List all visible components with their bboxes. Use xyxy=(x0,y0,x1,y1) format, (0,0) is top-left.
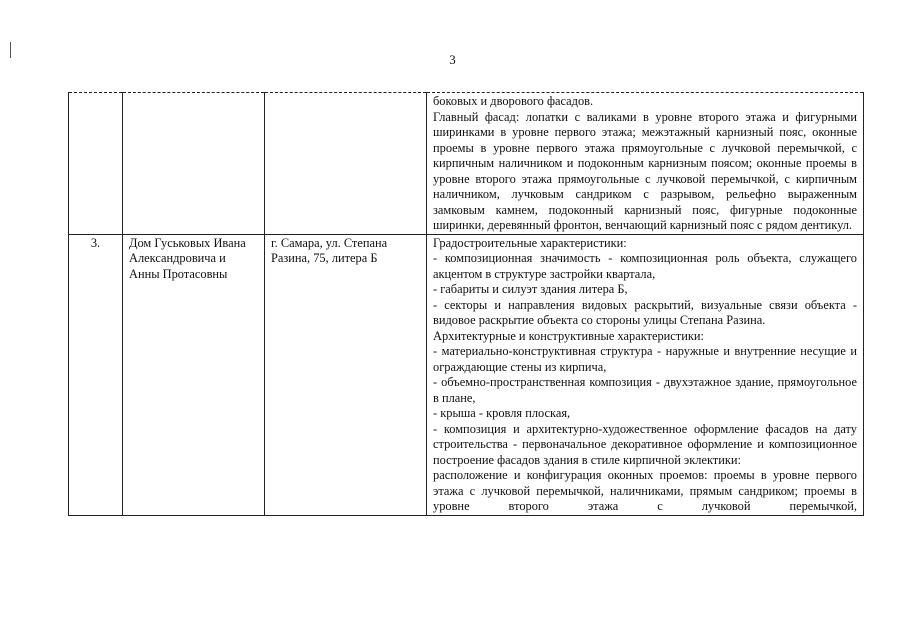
description-paragraph: - объемно-пространственная композиция - двухэтажное здание, прямоугольное в плане, xyxy=(433,375,857,405)
row-number xyxy=(69,93,123,235)
object-description xyxy=(427,234,864,515)
description-paragraph: - материально-конструктивная структура - наружные и внутренние несущие и ограждающие стены из кирпича, xyxy=(433,344,857,374)
description-paragraph: - габариты и силуэт здания литера Б, xyxy=(433,282,628,296)
description-paragraph: Главный фасад: лопатки с валиками в уровне второго этажа и фигурными ширинками в уровне первого этажа; межэтажный карнизный пояс, оконные проемы в уровне первого этажа прямоугольные с лучковой перемычкой, с кирпичным наличником и подоконным карнизным поясом; оконные проемы в уровне второго этажа прямоугольные с лучковой перемычкой, с кирпичным наличником, лучковым сандриком с разрывом, рельефно выраженным замковым камнем, подоконный карнизный пояс, фигурные подоконные ширинки, деревянный фронтон, венчающий карнизный пояс с рядом дентикул. xyxy=(433,109,857,232)
description-paragraph: Архитектурные и конструктивные характеристики: xyxy=(433,328,704,343)
object-address xyxy=(265,93,427,235)
row-number: 3. xyxy=(69,234,123,515)
object-address: г. Самара, ул. Степана Разина, 75, литера Б xyxy=(265,234,427,515)
object-description xyxy=(427,93,864,235)
object-name: Дом Гуськовых Ивана Александровича и Анны Протасовны xyxy=(123,234,265,515)
page-number: 3 xyxy=(449,52,456,67)
description-paragraph: Градостроительные характеристики: xyxy=(433,235,627,250)
table-row xyxy=(69,234,864,515)
description-paragraph: - секторы и направления видовых раскрытий, визуальные связи объекта - видовое раскрытие объекта со стороны улицы Степана Разина. xyxy=(433,297,857,327)
object-name xyxy=(123,93,265,235)
description-paragraph: - композиционная значимость - композиционная роль объекта, служащего акцентом в структуре застройки квартала, xyxy=(433,251,857,281)
heritage-table xyxy=(68,92,864,516)
description-paragraph: расположение и конфигурация оконных проемов: проемы в уровне первого этажа с лучковой перемычкой, наличниками, прямым сандриком; проемы в уровне второго этажа с лучковой перемычкой, xyxy=(433,468,857,513)
description-paragraph: - крыша - кровля плоская, xyxy=(433,406,571,420)
description-paragraph: боковых и дворового фасадов. xyxy=(433,94,594,108)
table-row xyxy=(69,93,864,235)
description-paragraph: - композиция и архитектурно-художественное оформление фасадов на дату строительства - первоначальное декоративное оформление и композиционное построение фасадов здания в стиле кирпичной эклектики: xyxy=(433,421,857,467)
